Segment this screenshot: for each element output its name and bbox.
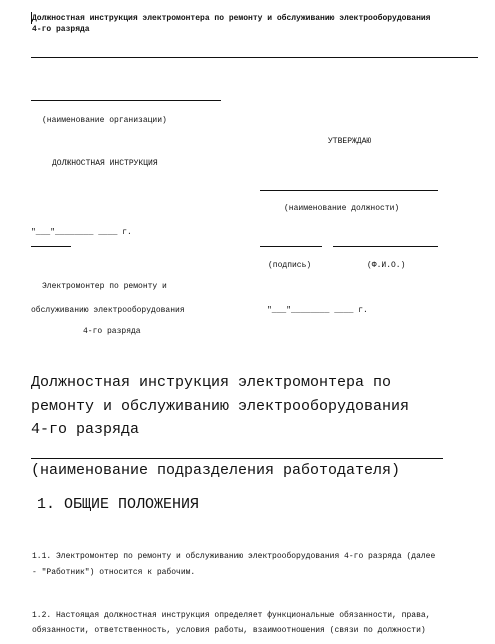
doc-title-line-2: 4-го разряда: [32, 25, 90, 34]
doc-title-line-1: Должностная инструкция электромонтера по ремонту и обслуживанию электрооборудования: [32, 14, 431, 23]
approve-label: УТВЕРЖДАЮ: [328, 137, 372, 146]
paragraph-1-1-line-1: 1.1. Электромонтер по ремонту и обслуживанию электрооборудования 4-го разряда (далее: [32, 552, 436, 561]
initials-caption: (Ф.И.О.): [367, 261, 406, 270]
header-rule: [31, 57, 478, 58]
division-line: [31, 458, 443, 459]
signature-caption: (подпись): [268, 261, 312, 270]
date-left-extra-line: [31, 246, 71, 247]
signature-line: [260, 246, 322, 247]
job-title-line-2: обслуживанию электрооборудования: [31, 306, 185, 315]
main-heading-line-3: 4-го разряда: [31, 421, 140, 438]
doc-type-label: ДОЛЖНОСТНАЯ ИНСТРУКЦИЯ: [52, 159, 158, 168]
date-left: "___"________ ____ г.: [31, 228, 132, 237]
organization-caption: (наименование организации): [42, 116, 167, 125]
position-caption: (наименование должности): [284, 204, 400, 213]
position-line: [260, 190, 438, 191]
paragraph-1-2-line-1: 1.2. Настоящая должностная инструкция определяет функциональные обязанности, права,: [32, 611, 431, 620]
section-title: 1. ОБЩИЕ ПОЛОЖЕНИЯ: [37, 496, 200, 513]
main-heading-line-2: ремонту и обслуживанию электрооборудования: [31, 398, 410, 415]
division-caption: (наименование подразделения работодателя): [31, 462, 401, 479]
initials-line: [333, 246, 438, 247]
job-title-line-1: Электромонтер по ремонту и: [42, 282, 167, 291]
date-right: "___"________ ____ г.: [267, 306, 368, 315]
paragraph-1-1-line-2: - "Работник") относится к рабочим.: [32, 568, 196, 577]
job-title-line-3: 4-го разряда: [83, 327, 141, 336]
paragraph-1-2-line-2: обязанности, ответственность, условия работы, взаимоотношения (связи по должности): [32, 626, 426, 635]
organization-line: [31, 100, 221, 101]
main-heading-line-1: Должностная инструкция электромонтера по: [31, 374, 392, 391]
